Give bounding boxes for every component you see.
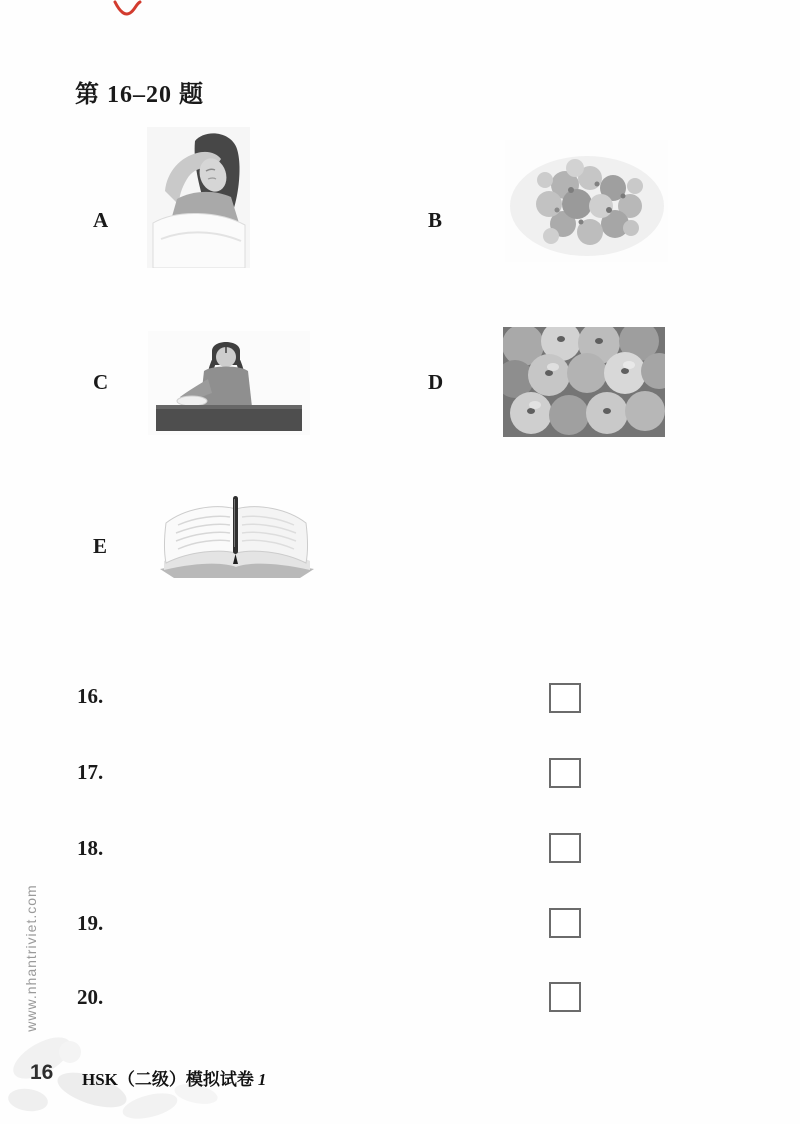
- footer-booklet-label: HSK（二级）模拟试卷: [82, 1070, 254, 1089]
- option-label-c: C: [93, 370, 109, 394]
- option-image-e-open-book-with-pen: [150, 491, 322, 582]
- footer-booklet-title: [82, 1065, 266, 1090]
- answer-box-19[interactable]: [549, 908, 581, 938]
- question-number-18: 18.: [77, 836, 104, 860]
- question-number-19: 19.: [77, 911, 104, 935]
- option-image-d-apples: [503, 327, 665, 437]
- red-pen-mark: [112, 0, 144, 24]
- answer-box-17[interactable]: [549, 758, 581, 788]
- option-label-a: A: [93, 208, 109, 232]
- option-image-b-plate-of-food: [505, 140, 668, 262]
- option-image-a-woman-sick-in-bed: [147, 127, 250, 268]
- question-number-20: 20.: [77, 985, 104, 1009]
- section-title: 第 16–20 题: [75, 82, 204, 108]
- answer-box-20[interactable]: [549, 982, 581, 1012]
- answer-box-18[interactable]: [549, 833, 581, 863]
- watermark-text: www.nhantriviet.com: [23, 884, 39, 1032]
- option-label-d: D: [428, 370, 444, 394]
- question-number-17: 17.: [77, 760, 104, 784]
- question-number-16: 16.: [77, 684, 104, 708]
- option-label-e: E: [93, 534, 108, 558]
- footer-volume-number: 1: [257, 1070, 267, 1089]
- answer-box-16[interactable]: [549, 683, 581, 713]
- footer-page-number: 16: [30, 1061, 54, 1084]
- option-image-c-girl-at-table: [148, 331, 310, 435]
- option-label-b: B: [428, 208, 443, 232]
